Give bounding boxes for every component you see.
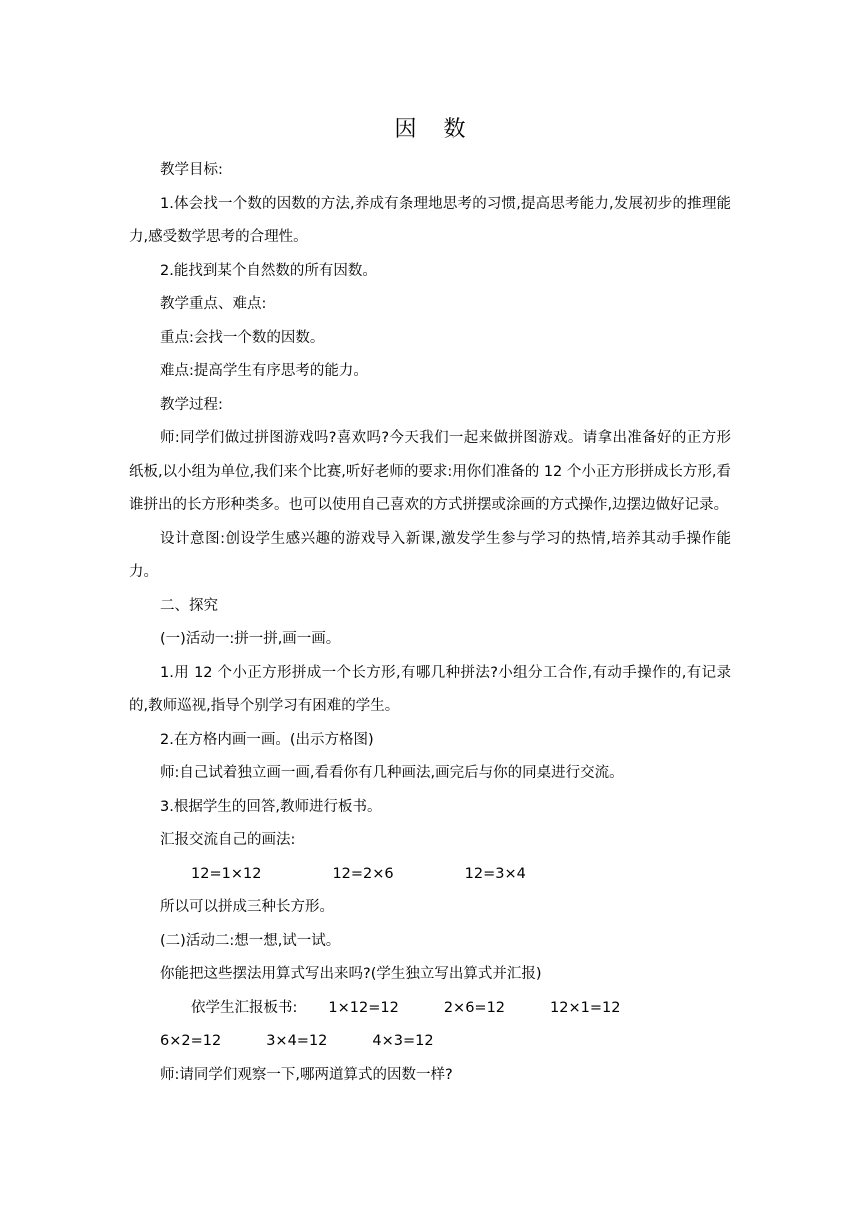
paragraph-goal-2: 2.能找到某个自然数的所有因数。 <box>160 262 377 279</box>
paragraph-write-equations: 你能把这些摆法用算式写出来吗?(学生独立写出算式并汇报) <box>160 966 542 982</box>
equation: 12×1=12 <box>550 999 621 1016</box>
paragraph-key-point: 重点:会找一个数的因数。 <box>160 329 325 346</box>
equation: 6×2=12 <box>160 1033 222 1049</box>
paragraph-section-explore: 二、探究 <box>160 597 218 614</box>
paragraph-step-3: 3.根据学生的回答,教师进行板书。 <box>160 798 382 815</box>
equation-line-2 <box>129 992 731 1059</box>
paragraph-activity-1: (一)活动一:拼一拼,画一画。 <box>160 631 341 647</box>
equation: 4×3=12 <box>372 1033 434 1049</box>
equation: 3×4=12 <box>266 1033 328 1049</box>
paragraph-process-heading: 教学过程: <box>160 396 223 413</box>
paragraph-teaching-goals-heading: 教学目标: <box>160 162 223 178</box>
equation: 1×12=12 <box>328 999 399 1016</box>
paragraph-three-rectangles: 所以可以拼成三种长方形。 <box>160 899 334 915</box>
document-title: 因 数 <box>394 117 476 142</box>
equation-line-1 <box>129 858 731 892</box>
paragraph-goal-1: 1.体会找一个数的因数的方法,养成有条理地思考的习惯,提高思考能力,发展初步的推理能力,感受数学思考的合理性。 <box>129 195 731 245</box>
paragraph-step-2: 2.在方格内画一画。(出示方格图) <box>160 731 374 748</box>
equation: 12=2×6 <box>332 865 394 882</box>
equation: 2×6=12 <box>443 999 506 1016</box>
paragraph-activity-2: (二)活动二:想一想,试一试。 <box>160 932 341 949</box>
paragraph-design-intent: 设计意图:创设学生感兴趣的游戏导入新课,激发学生参与学习的热情,培养其动手操作能力。 <box>129 530 731 580</box>
paragraph-key-points-heading: 教学重点、难点: <box>160 296 267 312</box>
paragraph-observe-question: 师:请同学们观察一下,哪两道算式的因数一样? <box>160 1066 453 1083</box>
paragraph-step-1: 1.用 12 个小正方形拼成一个长方形,有哪几种拼法?小组分工合作,有动手操作的,有记录的,教师巡视,指导个别学习有困难的学生。 <box>129 664 731 714</box>
board-label: 依学生汇报板书: <box>191 999 298 1016</box>
document-body <box>129 154 731 1092</box>
paragraph-teacher-draw: 师:自己试着独立画一画,看看你有几种画法,画完后与你的同桌进行交流。 <box>160 765 624 781</box>
equation: 12=3×4 <box>464 865 526 882</box>
paragraph-difficulty: 难点:提高学生有序思考的能力。 <box>160 363 368 379</box>
paragraph-report-heading: 汇报交流自己的画法: <box>160 832 296 848</box>
equation: 12=1×12 <box>191 865 262 882</box>
paragraph-teacher-intro: 师:同学们做过拼图游戏吗?喜欢吗?今天我们一起来做拼图游戏。请拿出准备好的正方形纸板,以小组为单位,我们来个比赛,听好老师的要求:用你们准备的 12 个小正方形拼成长方形,看谁拼出的长方形种类多。也可以使用自己喜欢的方式拼摆或涂画的方式操作,边摆边做好记录。 <box>129 430 731 513</box>
